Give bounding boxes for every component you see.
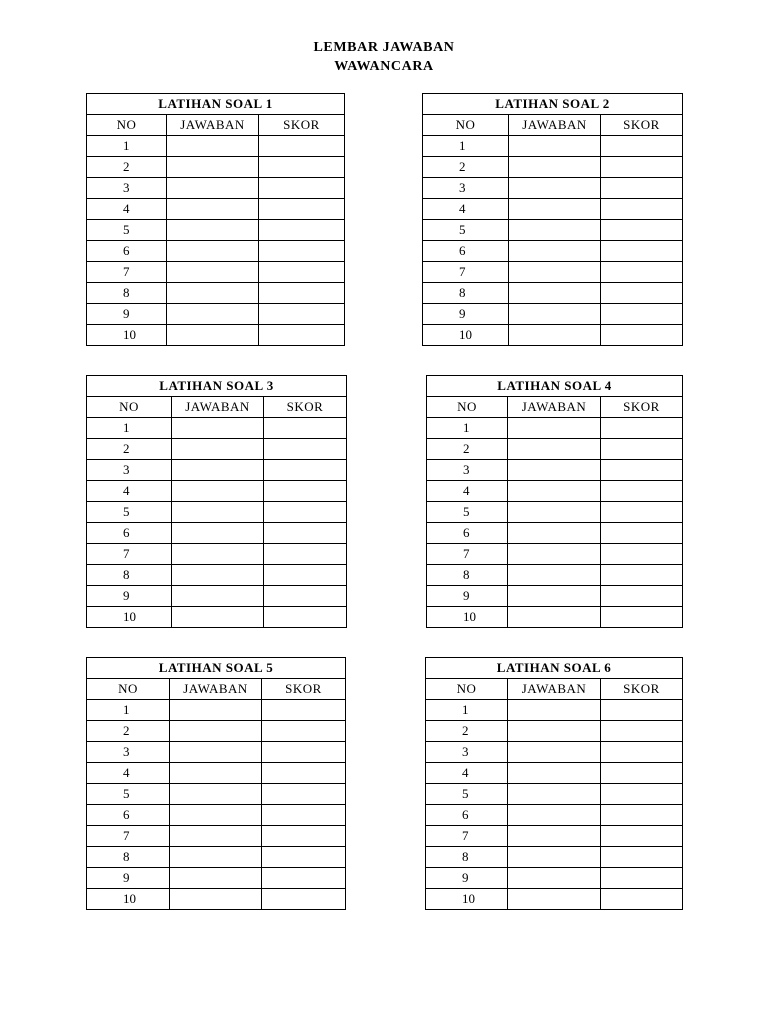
answer-cell[interactable] bbox=[508, 460, 601, 481]
table-row bbox=[426, 784, 683, 805]
table-row bbox=[427, 544, 683, 565]
row-number: 4 bbox=[426, 763, 508, 784]
row-number: 2 bbox=[87, 439, 172, 460]
table-row bbox=[87, 502, 347, 523]
row-number: 7 bbox=[87, 262, 167, 283]
score-cell[interactable] bbox=[259, 304, 345, 325]
table-row bbox=[87, 481, 347, 502]
column-header-no: NO bbox=[427, 397, 508, 418]
score-cell[interactable] bbox=[262, 868, 346, 889]
score-cell[interactable] bbox=[264, 502, 347, 523]
answer-cell[interactable] bbox=[172, 607, 264, 628]
table-title: LATIHAN SOAL 1 bbox=[87, 94, 345, 115]
score-cell[interactable] bbox=[259, 262, 345, 283]
answer-cell[interactable] bbox=[172, 586, 264, 607]
table-row bbox=[423, 241, 683, 262]
answer-cell[interactable] bbox=[508, 502, 601, 523]
table-row bbox=[87, 742, 346, 763]
score-cell[interactable] bbox=[264, 544, 347, 565]
answer-table-3 bbox=[86, 375, 347, 628]
score-cell[interactable] bbox=[259, 220, 345, 241]
column-header-score: SKOR bbox=[262, 679, 346, 700]
score-cell[interactable] bbox=[259, 157, 345, 178]
score-cell[interactable] bbox=[262, 763, 346, 784]
row-number: 10 bbox=[427, 607, 508, 628]
row-number: 1 bbox=[87, 418, 172, 439]
answer-cell[interactable] bbox=[170, 805, 262, 826]
column-header-no: NO bbox=[87, 679, 170, 700]
answer-table-1 bbox=[86, 93, 345, 346]
row-number: 8 bbox=[423, 283, 509, 304]
score-cell[interactable] bbox=[262, 826, 346, 847]
score-cell[interactable] bbox=[601, 523, 683, 544]
table-row bbox=[427, 502, 683, 523]
score-cell[interactable] bbox=[264, 460, 347, 481]
table-row bbox=[87, 283, 345, 304]
row-number: 10 bbox=[423, 325, 509, 346]
column-header-no: NO bbox=[426, 679, 508, 700]
score-cell[interactable] bbox=[601, 325, 683, 346]
row-number: 3 bbox=[87, 460, 172, 481]
row-number: 7 bbox=[87, 826, 170, 847]
table-row bbox=[87, 157, 345, 178]
table-row bbox=[423, 157, 683, 178]
table-row bbox=[87, 607, 347, 628]
answer-cell[interactable] bbox=[508, 586, 601, 607]
table-row bbox=[423, 199, 683, 220]
row-number: 5 bbox=[87, 784, 170, 805]
score-cell[interactable] bbox=[259, 199, 345, 220]
table-row bbox=[87, 565, 347, 586]
row-number: 1 bbox=[426, 700, 508, 721]
answer-cell[interactable] bbox=[170, 826, 262, 847]
score-cell[interactable] bbox=[259, 283, 345, 304]
table-row bbox=[423, 262, 683, 283]
score-cell[interactable] bbox=[601, 607, 683, 628]
row-number: 3 bbox=[427, 460, 508, 481]
score-cell[interactable] bbox=[259, 136, 345, 157]
score-cell[interactable] bbox=[259, 241, 345, 262]
answer-cell[interactable] bbox=[167, 304, 259, 325]
answer-cell[interactable] bbox=[167, 157, 259, 178]
table-row bbox=[87, 325, 345, 346]
answer-cell[interactable] bbox=[509, 157, 601, 178]
document-subtitle: WAWANCARA bbox=[334, 59, 434, 74]
column-header-answer: JAWABAN bbox=[172, 397, 264, 418]
answer-cell[interactable] bbox=[509, 283, 601, 304]
score-cell[interactable] bbox=[262, 784, 346, 805]
answer-cell[interactable] bbox=[172, 481, 264, 502]
score-cell[interactable] bbox=[601, 220, 683, 241]
score-cell[interactable] bbox=[601, 742, 683, 763]
table-row bbox=[87, 826, 346, 847]
score-cell[interactable] bbox=[601, 199, 683, 220]
row-number: 4 bbox=[87, 199, 167, 220]
score-cell[interactable] bbox=[601, 241, 683, 262]
row-number: 1 bbox=[87, 700, 170, 721]
answer-cell[interactable] bbox=[167, 241, 259, 262]
table-title: LATIHAN SOAL 5 bbox=[87, 658, 346, 679]
score-cell[interactable] bbox=[259, 178, 345, 199]
row-number: 10 bbox=[87, 607, 172, 628]
score-cell[interactable] bbox=[601, 157, 683, 178]
document-title: LEMBAR JAWABAN bbox=[313, 40, 455, 55]
score-cell[interactable] bbox=[601, 418, 683, 439]
answer-cell[interactable] bbox=[508, 523, 601, 544]
table-row bbox=[87, 241, 345, 262]
table-row bbox=[87, 784, 346, 805]
row-number: 2 bbox=[427, 439, 508, 460]
column-header-answer: JAWABAN bbox=[508, 397, 601, 418]
row-number: 2 bbox=[87, 157, 167, 178]
answer-cell[interactable] bbox=[509, 220, 601, 241]
answer-cell[interactable] bbox=[509, 304, 601, 325]
row-number: 5 bbox=[426, 784, 508, 805]
answer-cell[interactable] bbox=[167, 283, 259, 304]
answer-cell[interactable] bbox=[172, 544, 264, 565]
answer-cell[interactable] bbox=[508, 721, 601, 742]
column-header-score: SKOR bbox=[601, 115, 683, 136]
answer-cell[interactable] bbox=[508, 544, 601, 565]
table-row bbox=[87, 700, 346, 721]
score-cell[interactable] bbox=[601, 721, 683, 742]
answer-cell[interactable] bbox=[167, 199, 259, 220]
answer-cell[interactable] bbox=[509, 199, 601, 220]
table-row bbox=[426, 847, 683, 868]
table-row bbox=[87, 199, 345, 220]
score-cell[interactable] bbox=[601, 847, 683, 868]
table-row bbox=[427, 481, 683, 502]
row-number: 7 bbox=[423, 262, 509, 283]
row-number: 10 bbox=[426, 889, 508, 910]
score-cell[interactable] bbox=[262, 889, 346, 910]
table-row bbox=[427, 607, 683, 628]
answer-cell[interactable] bbox=[508, 481, 601, 502]
answer-cell[interactable] bbox=[172, 460, 264, 481]
row-number: 1 bbox=[423, 136, 509, 157]
row-number: 9 bbox=[87, 304, 167, 325]
table-row bbox=[423, 304, 683, 325]
score-cell[interactable] bbox=[264, 607, 347, 628]
row-number: 5 bbox=[423, 220, 509, 241]
answer-cell[interactable] bbox=[167, 136, 259, 157]
score-cell[interactable] bbox=[601, 784, 683, 805]
answer-cell[interactable] bbox=[508, 607, 601, 628]
column-header-no: NO bbox=[87, 397, 172, 418]
answer-cell[interactable] bbox=[172, 565, 264, 586]
score-cell[interactable] bbox=[601, 868, 683, 889]
table-title: LATIHAN SOAL 2 bbox=[423, 94, 683, 115]
score-cell[interactable] bbox=[262, 700, 346, 721]
table-row bbox=[87, 544, 347, 565]
row-number: 8 bbox=[87, 847, 170, 868]
row-number: 5 bbox=[427, 502, 508, 523]
table-row bbox=[427, 418, 683, 439]
answer-cell[interactable] bbox=[170, 721, 262, 742]
table-row bbox=[87, 586, 347, 607]
score-cell[interactable] bbox=[264, 418, 347, 439]
table-row bbox=[426, 868, 683, 889]
score-cell[interactable] bbox=[601, 763, 683, 784]
table-row bbox=[87, 220, 345, 241]
column-header-answer: JAWABAN bbox=[508, 679, 601, 700]
row-number: 9 bbox=[87, 586, 172, 607]
row-number: 6 bbox=[427, 523, 508, 544]
row-number: 7 bbox=[427, 544, 508, 565]
table-row bbox=[87, 136, 345, 157]
answer-cell[interactable] bbox=[170, 868, 262, 889]
answer-cell[interactable] bbox=[172, 502, 264, 523]
table-row bbox=[426, 763, 683, 784]
answer-cell[interactable] bbox=[509, 178, 601, 199]
table-title: LATIHAN SOAL 6 bbox=[426, 658, 683, 679]
table-row bbox=[426, 721, 683, 742]
answer-cell[interactable] bbox=[508, 868, 601, 889]
row-number: 6 bbox=[87, 805, 170, 826]
column-header-no: NO bbox=[87, 115, 167, 136]
score-cell[interactable] bbox=[601, 439, 683, 460]
score-cell[interactable] bbox=[601, 586, 683, 607]
score-cell[interactable] bbox=[601, 304, 683, 325]
table-header-row bbox=[427, 397, 683, 418]
score-cell[interactable] bbox=[601, 544, 683, 565]
row-number: 8 bbox=[426, 847, 508, 868]
table-row bbox=[87, 304, 345, 325]
column-header-answer: JAWABAN bbox=[509, 115, 601, 136]
row-number: 6 bbox=[423, 241, 509, 262]
score-cell[interactable] bbox=[601, 178, 683, 199]
score-cell[interactable] bbox=[601, 262, 683, 283]
table-row bbox=[423, 178, 683, 199]
score-cell[interactable] bbox=[601, 805, 683, 826]
score-cell[interactable] bbox=[262, 742, 346, 763]
answer-cell[interactable] bbox=[508, 763, 601, 784]
table-row bbox=[426, 742, 683, 763]
answer-cell[interactable] bbox=[509, 241, 601, 262]
answer-table-4 bbox=[426, 375, 683, 628]
answer-cell[interactable] bbox=[170, 889, 262, 910]
table-row bbox=[87, 847, 346, 868]
table-row bbox=[426, 700, 683, 721]
score-cell[interactable] bbox=[264, 565, 347, 586]
score-cell[interactable] bbox=[264, 523, 347, 544]
row-number: 8 bbox=[427, 565, 508, 586]
table-title: LATIHAN SOAL 4 bbox=[427, 376, 683, 397]
score-cell[interactable] bbox=[259, 325, 345, 346]
row-number: 3 bbox=[426, 742, 508, 763]
score-cell[interactable] bbox=[264, 439, 347, 460]
score-cell[interactable] bbox=[262, 805, 346, 826]
answer-table-6 bbox=[425, 657, 683, 910]
row-number: 1 bbox=[427, 418, 508, 439]
answer-cell[interactable] bbox=[170, 700, 262, 721]
answer-cell[interactable] bbox=[509, 262, 601, 283]
row-number: 8 bbox=[87, 565, 172, 586]
row-number: 5 bbox=[87, 220, 167, 241]
table-row bbox=[426, 805, 683, 826]
table-row bbox=[87, 523, 347, 544]
column-header-score: SKOR bbox=[601, 397, 683, 418]
table-row bbox=[427, 460, 683, 481]
row-number: 1 bbox=[87, 136, 167, 157]
table-header-row bbox=[423, 115, 683, 136]
score-cell[interactable] bbox=[262, 721, 346, 742]
row-number: 2 bbox=[423, 157, 509, 178]
score-cell[interactable] bbox=[601, 889, 683, 910]
row-number: 7 bbox=[426, 826, 508, 847]
answer-cell[interactable] bbox=[508, 565, 601, 586]
table-row bbox=[87, 721, 346, 742]
score-cell[interactable] bbox=[601, 481, 683, 502]
column-header-no: NO bbox=[423, 115, 509, 136]
table-row bbox=[427, 565, 683, 586]
row-number: 4 bbox=[87, 481, 172, 502]
score-cell[interactable] bbox=[262, 847, 346, 868]
table-row bbox=[87, 178, 345, 199]
row-number: 6 bbox=[426, 805, 508, 826]
answer-cell[interactable] bbox=[170, 763, 262, 784]
row-number: 10 bbox=[87, 889, 170, 910]
row-number: 6 bbox=[87, 523, 172, 544]
column-header-answer: JAWABAN bbox=[170, 679, 262, 700]
answer-cell[interactable] bbox=[167, 220, 259, 241]
score-cell[interactable] bbox=[264, 586, 347, 607]
score-cell[interactable] bbox=[264, 481, 347, 502]
table-row bbox=[427, 586, 683, 607]
answer-cell[interactable] bbox=[170, 784, 262, 805]
row-number: 5 bbox=[87, 502, 172, 523]
score-cell[interactable] bbox=[601, 565, 683, 586]
row-number: 10 bbox=[87, 325, 167, 346]
table-row bbox=[427, 439, 683, 460]
column-header-answer: JAWABAN bbox=[167, 115, 259, 136]
answer-table-2 bbox=[422, 93, 683, 346]
column-header-score: SKOR bbox=[259, 115, 345, 136]
row-number: 7 bbox=[87, 544, 172, 565]
table-row bbox=[87, 763, 346, 784]
score-cell[interactable] bbox=[601, 460, 683, 481]
table-header-row bbox=[87, 115, 345, 136]
table-row bbox=[87, 868, 346, 889]
table-title: LATIHAN SOAL 3 bbox=[87, 376, 347, 397]
answer-cell[interactable] bbox=[508, 700, 601, 721]
answer-cell[interactable] bbox=[172, 523, 264, 544]
answer-cell[interactable] bbox=[508, 784, 601, 805]
score-cell[interactable] bbox=[601, 700, 683, 721]
answer-cell[interactable] bbox=[167, 325, 259, 346]
row-number: 4 bbox=[427, 481, 508, 502]
answer-cell[interactable] bbox=[508, 805, 601, 826]
answer-cell[interactable] bbox=[167, 178, 259, 199]
row-number: 9 bbox=[427, 586, 508, 607]
row-number: 3 bbox=[87, 178, 167, 199]
row-number: 9 bbox=[426, 868, 508, 889]
row-number: 4 bbox=[87, 763, 170, 784]
row-number: 6 bbox=[87, 241, 167, 262]
table-row bbox=[87, 439, 347, 460]
table-row bbox=[87, 262, 345, 283]
answer-cell[interactable] bbox=[508, 742, 601, 763]
answer-cell[interactable] bbox=[509, 136, 601, 157]
answer-table-5 bbox=[86, 657, 346, 910]
answer-cell[interactable] bbox=[170, 847, 262, 868]
answer-cell[interactable] bbox=[172, 418, 264, 439]
row-number: 8 bbox=[87, 283, 167, 304]
row-number: 2 bbox=[87, 721, 170, 742]
table-row bbox=[423, 283, 683, 304]
column-header-score: SKOR bbox=[264, 397, 347, 418]
table-row bbox=[87, 418, 347, 439]
column-header-score: SKOR bbox=[601, 679, 683, 700]
answer-cell[interactable] bbox=[167, 262, 259, 283]
row-number: 3 bbox=[423, 178, 509, 199]
table-row bbox=[423, 136, 683, 157]
score-cell[interactable] bbox=[601, 283, 683, 304]
score-cell[interactable] bbox=[601, 826, 683, 847]
row-number: 9 bbox=[423, 304, 509, 325]
answer-cell[interactable] bbox=[508, 439, 601, 460]
row-number: 9 bbox=[87, 868, 170, 889]
answer-cell[interactable] bbox=[172, 439, 264, 460]
answer-cell[interactable] bbox=[508, 826, 601, 847]
table-header-row bbox=[87, 679, 346, 700]
table-row bbox=[426, 889, 683, 910]
answer-cell[interactable] bbox=[508, 418, 601, 439]
row-number: 3 bbox=[87, 742, 170, 763]
answer-cell[interactable] bbox=[509, 325, 601, 346]
table-row bbox=[423, 220, 683, 241]
table-header-row bbox=[426, 679, 683, 700]
table-row bbox=[87, 460, 347, 481]
table-row bbox=[427, 523, 683, 544]
table-row bbox=[87, 805, 346, 826]
row-number: 2 bbox=[426, 721, 508, 742]
table-row bbox=[426, 826, 683, 847]
answer-cell[interactable] bbox=[508, 889, 601, 910]
table-header-row bbox=[87, 397, 347, 418]
row-number: 4 bbox=[423, 199, 509, 220]
score-cell[interactable] bbox=[601, 502, 683, 523]
answer-cell[interactable] bbox=[170, 742, 262, 763]
table-row bbox=[423, 325, 683, 346]
table-row bbox=[87, 889, 346, 910]
score-cell[interactable] bbox=[601, 136, 683, 157]
answer-cell[interactable] bbox=[508, 847, 601, 868]
